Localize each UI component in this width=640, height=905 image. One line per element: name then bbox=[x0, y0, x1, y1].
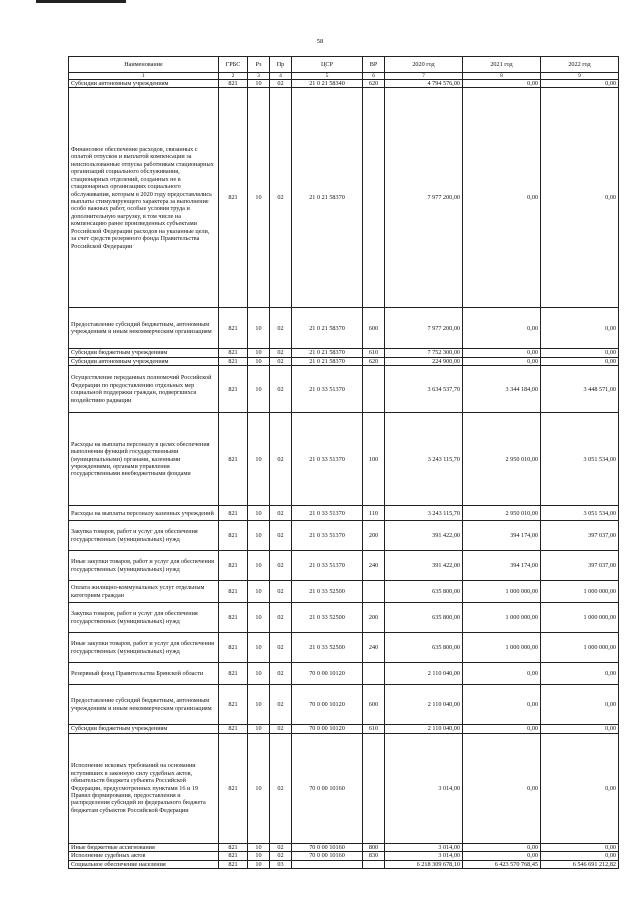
table-row bbox=[69, 581, 619, 603]
vr-cell: 620 bbox=[363, 357, 385, 365]
grbs-cell: 821 bbox=[219, 308, 248, 349]
amount-2020-cell: 6 218 309 678,10 bbox=[385, 860, 463, 868]
row-name-cell: Субсидии бюджетным учреждениям bbox=[69, 725, 219, 733]
amount-2020-cell: 635 800,00 bbox=[385, 581, 463, 603]
csr-cell: 21 0 21 58370 bbox=[292, 308, 363, 349]
rz-cell: 10 bbox=[248, 349, 270, 357]
amount-2021-cell: 0,00 bbox=[463, 357, 541, 365]
header-grbs: ГРБС bbox=[219, 57, 248, 73]
header-vr: ВР bbox=[363, 57, 385, 73]
rz-cell: 10 bbox=[248, 357, 270, 365]
rz-cell: 10 bbox=[248, 308, 270, 349]
amount-2022-cell: 0,00 bbox=[541, 663, 619, 685]
header-pr: Пр bbox=[270, 57, 292, 73]
grbs-cell: 821 bbox=[219, 860, 248, 868]
amount-2022-cell: 0,00 bbox=[541, 843, 619, 851]
amount-2020-cell: 2 110 040,00 bbox=[385, 725, 463, 733]
pr-cell: 02 bbox=[270, 413, 292, 506]
grbs-cell: 821 bbox=[219, 843, 248, 851]
csr-cell: 70 0 00 10160 bbox=[292, 852, 363, 860]
row-name-cell: Субсидии автономным учреждениям bbox=[69, 357, 219, 365]
amount-2022-cell: 3 051 534,00 bbox=[541, 413, 619, 506]
column-number: 5 bbox=[292, 73, 363, 80]
row-name-cell: Осуществление переданных полномочий Российской Федерации по предоставлению отдельных мер социальной поддержки граждан, подвергшихся воздействию радиации bbox=[69, 366, 219, 413]
table-row bbox=[69, 633, 619, 663]
amount-2022-cell: 3 051 534,00 bbox=[541, 506, 619, 521]
table-row bbox=[69, 551, 619, 581]
amount-2020-cell: 7 977 200,00 bbox=[385, 308, 463, 349]
amount-2021-cell: 1 000 000,00 bbox=[463, 603, 541, 633]
grbs-cell: 821 bbox=[219, 349, 248, 357]
grbs-cell: 821 bbox=[219, 633, 248, 663]
grbs-cell: 821 bbox=[219, 725, 248, 733]
scan-top-rule bbox=[36, 0, 126, 3]
amount-2021-cell: 0,00 bbox=[463, 308, 541, 349]
pr-cell: 02 bbox=[270, 349, 292, 357]
pr-cell: 02 bbox=[270, 633, 292, 663]
grbs-cell: 821 bbox=[219, 603, 248, 633]
column-number: 2 bbox=[219, 73, 248, 80]
header-rz: Рз bbox=[248, 57, 270, 73]
csr-cell: 70 0 00 10120 bbox=[292, 685, 363, 725]
amount-2020-cell: 7 977 200,00 bbox=[385, 88, 463, 308]
csr-cell: 21 0 33 51370 bbox=[292, 521, 363, 551]
vr-cell bbox=[363, 860, 385, 868]
csr-cell: 21 0 21 58340 bbox=[292, 80, 363, 88]
amount-2022-cell: 0,00 bbox=[541, 80, 619, 88]
header-name: Наименование bbox=[69, 57, 219, 73]
grbs-cell: 821 bbox=[219, 521, 248, 551]
table-row bbox=[69, 603, 619, 633]
amount-2022-cell: 0,00 bbox=[541, 685, 619, 725]
amount-2022-cell: 0,00 bbox=[541, 308, 619, 349]
amount-2020-cell: 3 634 537,70 bbox=[385, 366, 463, 413]
vr-cell: 240 bbox=[363, 633, 385, 663]
amount-2021-cell: 0,00 bbox=[463, 685, 541, 725]
grbs-cell: 821 bbox=[219, 506, 248, 521]
amount-2022-cell: 3 448 571,00 bbox=[541, 366, 619, 413]
pr-cell: 02 bbox=[270, 852, 292, 860]
grbs-cell: 821 bbox=[219, 366, 248, 413]
vr-cell: 610 bbox=[363, 349, 385, 357]
amount-2020-cell: 3 014,00 bbox=[385, 852, 463, 860]
pr-cell: 02 bbox=[270, 506, 292, 521]
vr-cell bbox=[363, 88, 385, 308]
vr-cell: 620 bbox=[363, 80, 385, 88]
grbs-cell: 821 bbox=[219, 581, 248, 603]
column-number: 8 bbox=[463, 73, 541, 80]
csr-cell: 21 0 33 51370 bbox=[292, 506, 363, 521]
row-name-cell: Оплата жилищно-коммунальных услуг отдельным категориям граждан bbox=[69, 581, 219, 603]
vr-cell: 600 bbox=[363, 308, 385, 349]
grbs-cell: 821 bbox=[219, 413, 248, 506]
vr-cell: 610 bbox=[363, 725, 385, 733]
table-row bbox=[69, 685, 619, 725]
vr-cell: 100 bbox=[363, 413, 385, 506]
grbs-cell: 821 bbox=[219, 551, 248, 581]
budget-table bbox=[68, 56, 619, 869]
csr-cell: 21 0 33 52500 bbox=[292, 633, 363, 663]
grbs-cell: 821 bbox=[219, 733, 248, 843]
amount-2021-cell: 2 950 010,00 bbox=[463, 413, 541, 506]
grbs-cell: 821 bbox=[219, 80, 248, 88]
amount-2021-cell: 1 000 000,00 bbox=[463, 581, 541, 603]
amount-2021-cell: 0,00 bbox=[463, 733, 541, 843]
amount-2020-cell: 391 422,00 bbox=[385, 521, 463, 551]
amount-2022-cell: 0,00 bbox=[541, 349, 619, 357]
rz-cell: 10 bbox=[248, 725, 270, 733]
table-row bbox=[69, 88, 619, 308]
pr-cell: 02 bbox=[270, 521, 292, 551]
table-row bbox=[69, 308, 619, 349]
grbs-cell: 821 bbox=[219, 357, 248, 365]
pr-cell: 02 bbox=[270, 843, 292, 851]
amount-2020-cell: 635 800,00 bbox=[385, 633, 463, 663]
rz-cell: 10 bbox=[248, 413, 270, 506]
row-name-cell: Социальное обеспечение населения bbox=[69, 860, 219, 868]
rz-cell: 10 bbox=[248, 663, 270, 685]
column-number: 3 bbox=[248, 73, 270, 80]
amount-2022-cell: 1 000 000,00 bbox=[541, 633, 619, 663]
rz-cell: 10 bbox=[248, 733, 270, 843]
grbs-cell: 821 bbox=[219, 852, 248, 860]
amount-2020-cell: 3 243 115,70 bbox=[385, 413, 463, 506]
header-2021: 2021 год bbox=[463, 57, 541, 73]
vr-cell bbox=[363, 581, 385, 603]
csr-cell: 70 0 00 10160 bbox=[292, 733, 363, 843]
column-number: 9 bbox=[541, 73, 619, 80]
vr-cell: 200 bbox=[363, 603, 385, 633]
pr-cell: 02 bbox=[270, 357, 292, 365]
csr-cell: 21 0 21 58370 bbox=[292, 88, 363, 308]
rz-cell: 10 bbox=[248, 843, 270, 851]
pr-cell: 02 bbox=[270, 603, 292, 633]
vr-cell: 240 bbox=[363, 551, 385, 581]
csr-cell: 21 0 33 52500 bbox=[292, 581, 363, 603]
grbs-cell: 821 bbox=[219, 88, 248, 308]
amount-2020-cell: 2 110 040,00 bbox=[385, 685, 463, 725]
table-row bbox=[69, 357, 619, 365]
grbs-cell: 821 bbox=[219, 663, 248, 685]
amount-2021-cell: 6 423 570 768,45 bbox=[463, 860, 541, 868]
row-name-cell: Закупка товаров, работ и услуг для обеспечения государственных (муниципальных) нужд bbox=[69, 521, 219, 551]
table-row bbox=[69, 860, 619, 868]
table-row bbox=[69, 852, 619, 860]
pr-cell: 03 bbox=[270, 860, 292, 868]
vr-cell: 600 bbox=[363, 685, 385, 725]
table-row bbox=[69, 733, 619, 843]
pr-cell: 02 bbox=[270, 80, 292, 88]
amount-2022-cell: 0,00 bbox=[541, 733, 619, 843]
row-name-cell: Субсидии бюджетным учреждениям bbox=[69, 349, 219, 357]
amount-2021-cell: 2 950 010,00 bbox=[463, 506, 541, 521]
rz-cell: 10 bbox=[248, 521, 270, 551]
vr-cell: 200 bbox=[363, 521, 385, 551]
header-csr: ЦСР bbox=[292, 57, 363, 73]
rz-cell: 10 bbox=[248, 88, 270, 308]
column-number-row bbox=[69, 73, 619, 80]
page-number: 58 bbox=[316, 38, 324, 45]
pr-cell: 02 bbox=[270, 581, 292, 603]
vr-cell: 110 bbox=[363, 506, 385, 521]
row-name-cell: Субсидии автономным учреждениям bbox=[69, 80, 219, 88]
vr-cell bbox=[363, 733, 385, 843]
pr-cell: 02 bbox=[270, 308, 292, 349]
amount-2021-cell: 394 174,00 bbox=[463, 521, 541, 551]
amount-2021-cell: 0,00 bbox=[463, 88, 541, 308]
row-name-cell: Иные закупки товаров, работ и услуг для обеспечения государственных (муниципальных) нужд bbox=[69, 551, 219, 581]
column-number: 1 bbox=[69, 73, 219, 80]
row-name-cell: Исполнение судебных актов bbox=[69, 852, 219, 860]
csr-cell: 70 0 00 10120 bbox=[292, 725, 363, 733]
csr-cell: 21 0 33 51370 bbox=[292, 551, 363, 581]
row-name-cell: Закупка товаров, работ и услуг для обеспечения государственных (муниципальных) нужд bbox=[69, 603, 219, 633]
rz-cell: 10 bbox=[248, 633, 270, 663]
rz-cell: 10 bbox=[248, 80, 270, 88]
rz-cell: 10 bbox=[248, 860, 270, 868]
row-name-cell: Предоставление субсидий бюджетным, автономным учреждениям и иным некоммерческим организациям bbox=[69, 685, 219, 725]
amount-2020-cell: 391 422,00 bbox=[385, 551, 463, 581]
csr-cell: 70 0 00 10160 bbox=[292, 843, 363, 851]
table-row bbox=[69, 413, 619, 506]
table-row bbox=[69, 521, 619, 551]
amount-2022-cell: 1 000 000,00 bbox=[541, 603, 619, 633]
pr-cell: 02 bbox=[270, 685, 292, 725]
csr-cell: 70 0 00 10120 bbox=[292, 663, 363, 685]
table-row bbox=[69, 725, 619, 733]
pr-cell: 02 bbox=[270, 88, 292, 308]
table-row bbox=[69, 506, 619, 521]
row-name-cell: Исполнение исковых требований на основании вступивших в законную силу судебных актов, обязательств бюджета субъекта Российской Федерации, предусмотренных пунктами 16 и 19 Правил формирования, предоставления и распределения субсидий из федерального бюджета бюджетам субъектов Российской Федерации bbox=[69, 733, 219, 843]
table-row bbox=[69, 80, 619, 88]
grbs-cell: 821 bbox=[219, 685, 248, 725]
rz-cell: 10 bbox=[248, 581, 270, 603]
pr-cell: 02 bbox=[270, 733, 292, 843]
table-row bbox=[69, 663, 619, 685]
rz-cell: 10 bbox=[248, 551, 270, 581]
csr-cell bbox=[292, 860, 363, 868]
csr-cell: 21 0 33 51370 bbox=[292, 413, 363, 506]
column-number: 7 bbox=[385, 73, 463, 80]
amount-2021-cell: 0,00 bbox=[463, 349, 541, 357]
header-2022: 2022 год bbox=[541, 57, 619, 73]
amount-2022-cell: 397 037,00 bbox=[541, 521, 619, 551]
amount-2022-cell: 6 546 691 212,82 bbox=[541, 860, 619, 868]
amount-2021-cell: 0,00 bbox=[463, 80, 541, 88]
csr-cell: 21 0 21 58370 bbox=[292, 357, 363, 365]
table-row bbox=[69, 366, 619, 413]
amount-2020-cell: 224 900,00 bbox=[385, 357, 463, 365]
rz-cell: 10 bbox=[248, 506, 270, 521]
table-row bbox=[69, 349, 619, 357]
vr-cell: 830 bbox=[363, 852, 385, 860]
amount-2021-cell: 1 000 000,00 bbox=[463, 633, 541, 663]
amount-2020-cell: 4 794 576,00 bbox=[385, 80, 463, 88]
amount-2022-cell: 0,00 bbox=[541, 852, 619, 860]
amount-2021-cell: 3 344 184,00 bbox=[463, 366, 541, 413]
row-name-cell: Расходы на выплаты персоналу в целях обеспечения выполнения функций государственными (муниципальными) органами, казенными учреждениями, органами управления государственными внебюджетными фондами bbox=[69, 413, 219, 506]
pr-cell: 02 bbox=[270, 725, 292, 733]
amount-2022-cell: 0,00 bbox=[541, 88, 619, 308]
column-number: 4 bbox=[270, 73, 292, 80]
pr-cell: 02 bbox=[270, 663, 292, 685]
amount-2021-cell: 394 174,00 bbox=[463, 551, 541, 581]
csr-cell: 21 0 33 51370 bbox=[292, 366, 363, 413]
amount-2020-cell: 2 110 040,00 bbox=[385, 663, 463, 685]
pr-cell: 02 bbox=[270, 366, 292, 413]
rz-cell: 10 bbox=[248, 852, 270, 860]
amount-2021-cell: 0,00 bbox=[463, 852, 541, 860]
amount-2020-cell: 7 752 300,00 bbox=[385, 349, 463, 357]
vr-cell: 800 bbox=[363, 843, 385, 851]
row-name-cell: Предоставление субсидий бюджетным, автономным учреждениям и иным некоммерческим организациям bbox=[69, 308, 219, 349]
amount-2021-cell: 0,00 bbox=[463, 725, 541, 733]
row-name-cell: Иные закупки товаров, работ и услуг для обеспечения государственных (муниципальных) нужд bbox=[69, 633, 219, 663]
amount-2022-cell: 0,00 bbox=[541, 725, 619, 733]
row-name-cell: Иные бюджетные ассигнования bbox=[69, 843, 219, 851]
csr-cell: 21 0 33 52500 bbox=[292, 603, 363, 633]
pr-cell: 02 bbox=[270, 551, 292, 581]
vr-cell bbox=[363, 663, 385, 685]
amount-2021-cell: 0,00 bbox=[463, 843, 541, 851]
amount-2020-cell: 3 014,00 bbox=[385, 843, 463, 851]
csr-cell: 21 0 21 58370 bbox=[292, 349, 363, 357]
row-name-cell: Финансовое обеспечение расходов, связанных с оплатой отпусков и выплатой компенсации за неиспользованные отпуска работникам стационарных организаций социального обслуживания, стационарных отделений, созданных не в стационарных организациях социального обслуживания, которым в 2020 году предоставлялись выплаты стимулирующего характера за выполнение особо важных работ, особые условия труда и дополнительную нагрузку, в том числе на компенсацию ранее произведенных субъектами Российской Федерации расходов на указанные цели, за счет средств резервного фонда Правительства Российской Федерации bbox=[69, 88, 219, 308]
rz-cell: 10 bbox=[248, 603, 270, 633]
vr-cell bbox=[363, 366, 385, 413]
amount-2020-cell: 3 014,00 bbox=[385, 733, 463, 843]
header-2020: 2020 год bbox=[385, 57, 463, 73]
column-number: 6 bbox=[363, 73, 385, 80]
table-row bbox=[69, 843, 619, 851]
table-header-row bbox=[69, 57, 619, 73]
amount-2022-cell: 397 037,00 bbox=[541, 551, 619, 581]
amount-2020-cell: 3 243 115,70 bbox=[385, 506, 463, 521]
amount-2022-cell: 1 000 000,00 bbox=[541, 581, 619, 603]
amount-2020-cell: 635 800,00 bbox=[385, 603, 463, 633]
row-name-cell: Расходы на выплаты персоналу казенных учреждений bbox=[69, 506, 219, 521]
amount-2021-cell: 0,00 bbox=[463, 663, 541, 685]
rz-cell: 10 bbox=[248, 366, 270, 413]
amount-2022-cell: 0,00 bbox=[541, 357, 619, 365]
row-name-cell: Резервный фонд Правительства Брянской области bbox=[69, 663, 219, 685]
rz-cell: 10 bbox=[248, 685, 270, 725]
